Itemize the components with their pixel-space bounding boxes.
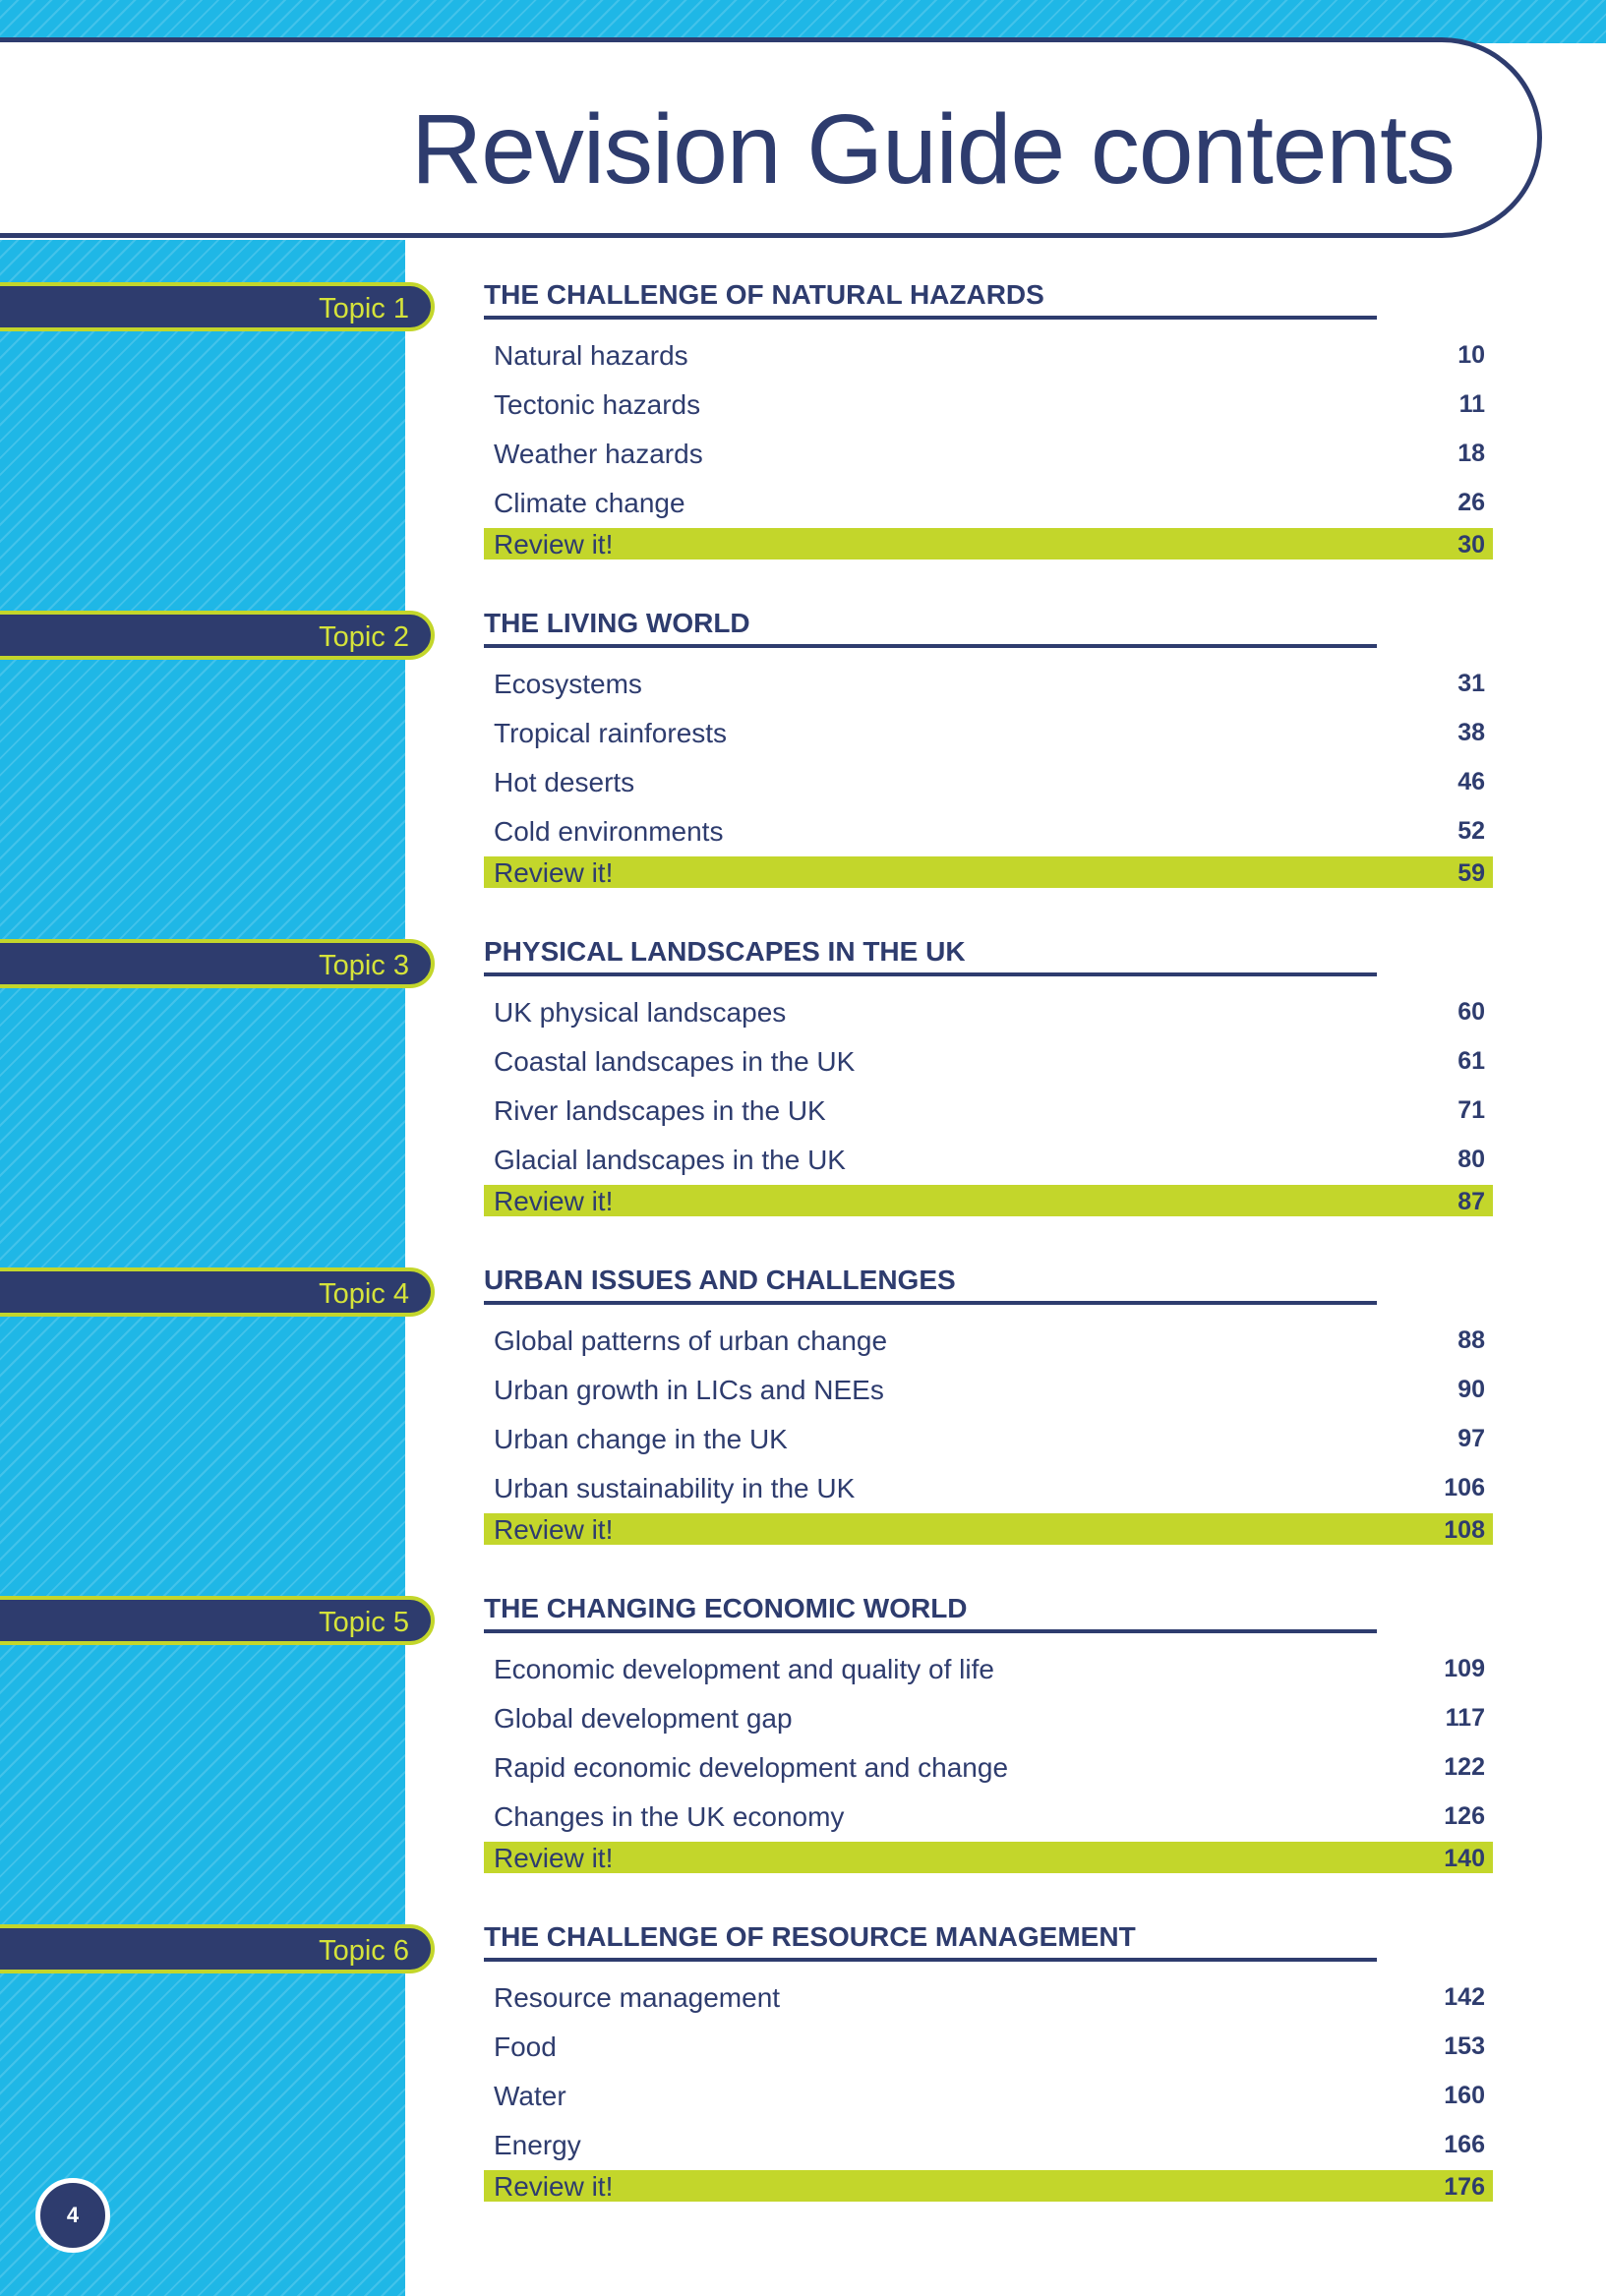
review-it-page-number: 140	[1444, 1845, 1485, 1872]
topic-tab	[0, 611, 435, 660]
review-it-label: Review it!	[494, 857, 614, 888]
section-title: THE CHANGING ECONOMIC WORLD	[484, 1594, 1377, 1633]
section-title: PHYSICAL LANDSCAPES IN THE UK	[484, 937, 1377, 976]
toc-row[interactable]	[484, 331, 1493, 381]
review-it-row[interactable]	[484, 1513, 1493, 1545]
toc-row[interactable]	[484, 1317, 1493, 1366]
toc-row-label: Ecosystems	[494, 669, 642, 699]
toc-row-page-number: 31	[1457, 670, 1485, 697]
toc-row[interactable]	[484, 1366, 1493, 1415]
topic-tab-label: Topic 1	[319, 293, 409, 324]
topic-tab-label: Topic 4	[319, 1278, 409, 1310]
topic-tab	[0, 282, 435, 331]
toc-row-label: Urban change in the UK	[494, 1424, 788, 1454]
section-items	[484, 1317, 1493, 1545]
review-it-page-number: 108	[1444, 1516, 1485, 1544]
toc-row-label: Energy	[494, 2130, 581, 2160]
toc-row-label: Global development gap	[494, 1703, 793, 1734]
toc-row-label: Global patterns of urban change	[494, 1325, 888, 1356]
toc-row-page-number: 46	[1457, 768, 1485, 795]
toc-row-page-number: 52	[1457, 817, 1485, 845]
section-items	[484, 331, 1493, 559]
toc-row-page-number: 142	[1444, 1983, 1485, 2011]
review-it-row[interactable]	[484, 528, 1493, 559]
review-it-row[interactable]	[484, 1185, 1493, 1216]
toc-row-page-number: 122	[1444, 1753, 1485, 1781]
toc-row-label: Food	[494, 2031, 557, 2062]
toc-row-label: Natural hazards	[494, 340, 688, 371]
topic-section	[484, 1266, 1493, 1545]
review-it-row[interactable]	[484, 1842, 1493, 1873]
toc-row[interactable]	[484, 660, 1493, 709]
topic-section	[484, 609, 1493, 888]
topic-tab	[0, 1596, 435, 1645]
toc-row-page-number: 126	[1444, 1802, 1485, 1830]
section-items	[484, 660, 1493, 888]
review-it-label: Review it!	[494, 1186, 614, 1216]
section-items	[484, 988, 1493, 1216]
toc-row[interactable]	[484, 381, 1493, 430]
toc-row-page-number: 80	[1457, 1146, 1485, 1173]
review-it-page-number: 176	[1444, 2173, 1485, 2201]
topic-tab	[0, 939, 435, 988]
toc-row-page-number: 90	[1457, 1376, 1485, 1403]
toc-row-label: Water	[494, 2081, 566, 2111]
toc-row[interactable]	[484, 988, 1493, 1037]
toc-row-label: Urban sustainability in the UK	[494, 1473, 856, 1503]
toc-row[interactable]	[484, 1793, 1493, 1842]
toc-row-label: Urban growth in LICs and NEEs	[494, 1375, 884, 1405]
toc-row[interactable]	[484, 430, 1493, 479]
toc-row-label: Coastal landscapes in the UK	[494, 1046, 856, 1077]
toc-row[interactable]	[484, 709, 1493, 758]
toc-row[interactable]	[484, 1694, 1493, 1743]
toc-row[interactable]	[484, 807, 1493, 856]
toc-row[interactable]	[484, 1415, 1493, 1464]
toc-row-page-number: 109	[1444, 1655, 1485, 1682]
toc-row[interactable]	[484, 1087, 1493, 1136]
toc-row[interactable]	[484, 2023, 1493, 2072]
topic-tab-label: Topic 2	[319, 621, 409, 653]
review-it-label: Review it!	[494, 2171, 614, 2202]
topic-tab-label: Topic 6	[319, 1935, 409, 1967]
topic-tab	[0, 1267, 435, 1317]
toc-row[interactable]	[484, 479, 1493, 528]
toc-row-page-number: 88	[1457, 1326, 1485, 1354]
toc-row-label: Climate change	[494, 488, 685, 518]
toc-row-label: Rapid economic development and change	[494, 1752, 1009, 1783]
toc-row-label: Changes in the UK economy	[494, 1801, 845, 1832]
toc-row-label: Weather hazards	[494, 439, 703, 469]
toc-row[interactable]	[484, 2072, 1493, 2121]
review-it-row[interactable]	[484, 856, 1493, 888]
toc-row[interactable]	[484, 1464, 1493, 1513]
toc-row-page-number: 160	[1444, 2082, 1485, 2109]
topic-tab-label: Topic 3	[319, 950, 409, 981]
section-title: THE CHALLENGE OF NATURAL HAZARDS	[484, 280, 1377, 320]
toc-row-label: Tectonic hazards	[494, 389, 701, 420]
topic-section	[484, 1922, 1493, 2202]
topic-section	[484, 280, 1493, 559]
toc-row-page-number: 117	[1445, 1704, 1485, 1732]
toc-row-page-number: 18	[1457, 440, 1485, 467]
section-items	[484, 1645, 1493, 1873]
toc-row-label: Cold environments	[494, 816, 724, 847]
toc-row[interactable]	[484, 1973, 1493, 2023]
page-number-badge: 4	[35, 2178, 110, 2253]
topic-section	[484, 1594, 1493, 1873]
review-it-page-number: 87	[1457, 1188, 1485, 1215]
toc-row-page-number: 11	[1458, 390, 1485, 418]
toc-row-page-number: 166	[1444, 2131, 1485, 2158]
toc-row-page-number: 97	[1457, 1425, 1485, 1452]
topic-tab-label: Topic 5	[319, 1607, 409, 1638]
toc-row[interactable]	[484, 758, 1493, 807]
toc-row-page-number: 60	[1457, 998, 1485, 1026]
toc-row-label: UK physical landscapes	[494, 997, 787, 1028]
topic-section	[484, 937, 1493, 1216]
toc-row[interactable]	[484, 1743, 1493, 1793]
toc-row-label: Economic development and quality of life	[494, 1654, 994, 1684]
toc-row-page-number: 10	[1457, 341, 1485, 369]
review-it-label: Review it!	[494, 1514, 614, 1545]
review-it-row[interactable]	[484, 2170, 1493, 2202]
section-items	[484, 1973, 1493, 2202]
toc-row-page-number: 71	[1457, 1096, 1485, 1124]
toc-row-page-number: 153	[1444, 2032, 1485, 2060]
toc-row-label: Tropical rainforests	[494, 718, 728, 748]
section-title: THE LIVING WORLD	[484, 609, 1377, 648]
review-it-label: Review it!	[494, 1843, 614, 1873]
toc-row-label: River landscapes in the UK	[494, 1095, 826, 1126]
toc-row[interactable]	[484, 2121, 1493, 2170]
toc-row[interactable]	[484, 1645, 1493, 1694]
toc-row-label: Resource management	[494, 1982, 781, 2013]
toc-row-page-number: 26	[1457, 489, 1485, 516]
review-it-page-number: 30	[1457, 531, 1485, 559]
toc-row-page-number: 38	[1457, 719, 1485, 746]
toc-row-page-number: 106	[1444, 1474, 1485, 1501]
topic-tab	[0, 1924, 435, 1973]
review-it-page-number: 59	[1457, 859, 1485, 887]
review-it-label: Review it!	[494, 529, 614, 559]
section-title: THE CHALLENGE OF RESOURCE MANAGEMENT	[484, 1922, 1377, 1962]
toc-row-label: Glacial landscapes in the UK	[494, 1145, 846, 1175]
page-title: Revision Guide contents	[411, 94, 1455, 205]
toc-row[interactable]	[484, 1136, 1493, 1185]
section-title: URBAN ISSUES AND CHALLENGES	[484, 1266, 1377, 1305]
toc-row-label: Hot deserts	[494, 767, 635, 797]
toc-row-page-number: 61	[1457, 1047, 1485, 1075]
toc-row[interactable]	[484, 1037, 1493, 1087]
